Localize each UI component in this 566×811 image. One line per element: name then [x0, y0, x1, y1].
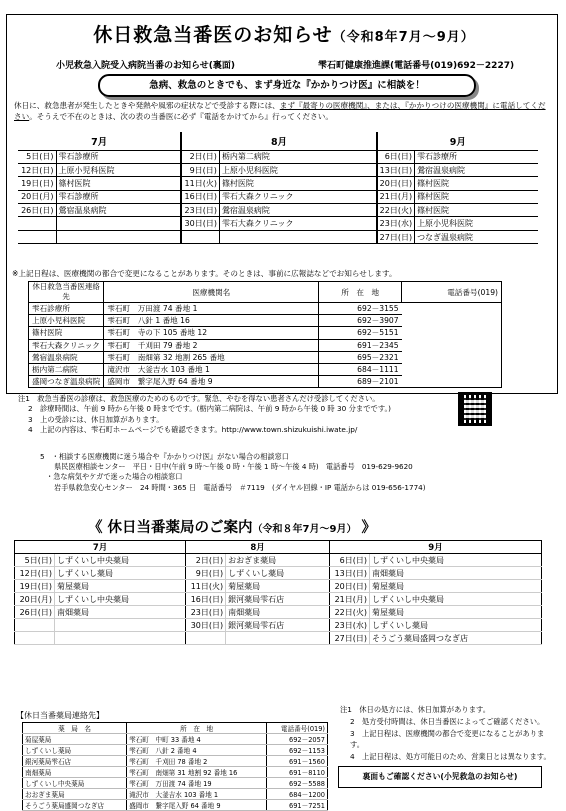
name-cell: そうごう薬局盛岡つなぎ店: [370, 632, 542, 645]
name-cell: しずくいし中央薬局: [55, 593, 186, 606]
name-cell: しずくいし薬局: [55, 567, 186, 580]
month-header: 8月: [186, 541, 330, 554]
pharmacy-schedule-row: [15, 580, 542, 593]
date-cell: [18, 217, 56, 230]
name-cell: 栃内第二病院: [219, 150, 376, 163]
name-cell: しずくいし薬局: [370, 619, 542, 632]
date-cell: [15, 619, 55, 632]
pharmacy-contact-title: 【休日当番薬局連絡先】: [16, 711, 104, 720]
footer-note: 裏面もご確認ください(小児救急のお知らせ): [338, 766, 542, 788]
name-cell: 雫石診療所: [56, 190, 181, 203]
contact-row: [29, 351, 502, 363]
date-cell: 12日(日): [18, 163, 56, 176]
date-cell: [15, 632, 55, 645]
address: 盛岡市 繋字尾入野 64 番地 9: [127, 800, 267, 811]
pharmacy-contact-table: [22, 722, 328, 811]
phone-number: 692－3907: [319, 315, 402, 327]
facility-name: しずくいし中央薬局: [23, 778, 127, 789]
name-cell: 上原小児科医院: [415, 217, 538, 230]
pharmacy-contact-row: [23, 767, 328, 778]
schedule-row: [18, 150, 538, 163]
name-cell: しずくいし中央薬局: [370, 593, 542, 606]
phone-number: 684－1200: [267, 789, 328, 800]
page-title: 休日救急当番医のお知らせ（令和8年7月～9月）: [93, 24, 475, 46]
phone-number: 691－7251: [267, 800, 328, 811]
month-header: 9月: [377, 132, 538, 150]
name-cell: 篠村医院: [415, 190, 538, 203]
phone-number: 689－2101: [319, 376, 402, 388]
pharmacy-contact-row: [23, 789, 328, 800]
date-cell: 16日(日): [186, 593, 226, 606]
callout-box: 急病、救急のときでも、まず身近な『かかりつけ医』に相談を！: [98, 74, 476, 97]
facility-name: 盛岡つなぎ温泉病院: [29, 376, 104, 388]
date-cell: 20日(月): [18, 190, 56, 203]
date-cell: [186, 632, 226, 645]
column-header: 薬 局 名: [23, 723, 127, 734]
date-cell: 20日(日): [330, 580, 370, 593]
date-cell: 26日(日): [15, 606, 55, 619]
pharmacy-schedule-table: [14, 540, 542, 645]
name-cell: つなぎ温泉病院: [415, 230, 538, 243]
note-item: 2 診療時間は、午前 9 時から午後 0 時までです。(栃内第二病院は、午前 9 時から午後 0 時 30 分までです。): [28, 404, 392, 414]
phone-number: 691－1560: [267, 756, 328, 767]
address: 雫石町 八針 1 番地 16: [104, 315, 319, 327]
facility-name: 南畑薬局: [23, 767, 127, 778]
name-cell: 南畑薬局: [226, 606, 330, 619]
note-item: 注1 救急当番医の診療は、救急医療のためのものです。緊急、やむを得ない患者さんだけ受診してください。: [18, 394, 380, 403]
department-contact: 雫石町健康推進課(電話番号(019)692－2227): [318, 61, 515, 71]
note-item: 2 処方受付時間は、休日当番医によってご確認ください。: [350, 717, 545, 726]
consult-line: 5 ・相談する医療機関に迷う場合や『かかりつけ医』がない場合の相談窓口: [40, 452, 289, 461]
date-cell: 9日(日): [186, 567, 226, 580]
month-header: 9月: [330, 541, 542, 554]
name-cell: 雫石大森クリニック: [219, 190, 376, 203]
date-cell: 23日(水): [377, 217, 415, 230]
name-cell: しずくいし中央薬局: [370, 554, 542, 567]
month-header: 8月: [181, 132, 376, 150]
consultation-info: [40, 452, 550, 493]
name-cell: 上原小児科医院: [56, 163, 181, 176]
pharmacy-contact-row: [23, 778, 328, 789]
date-cell: 19日(日): [15, 580, 55, 593]
facility-name: 雫石大森クリニック: [29, 339, 104, 351]
schedule-row: [18, 204, 538, 217]
name-cell: [56, 217, 181, 230]
column-header: 所 在 地: [319, 282, 402, 303]
column-header: 電話番号(019): [267, 723, 328, 734]
contact-side-label: 休日救急当番医連絡先: [29, 282, 104, 303]
subtitle: 小児救急入院受入病院当番のお知らせ(裏面): [56, 61, 235, 71]
name-cell: 鶯宿温泉病院: [415, 163, 538, 176]
pharmacy-contact-row: [23, 756, 328, 767]
contact-row: [29, 327, 502, 339]
address: 滝沢市 大釜吉水 103 番地 1: [127, 789, 267, 800]
clinic-contact-table: [28, 281, 502, 388]
schedule-row: [18, 177, 538, 190]
date-cell: 21日(月): [330, 593, 370, 606]
date-cell: 13日(日): [330, 567, 370, 580]
schedule-row: [18, 217, 538, 230]
contact-row: [29, 339, 502, 351]
date-cell: 13日(日): [377, 163, 415, 176]
name-cell: しずくいし薬局: [226, 567, 330, 580]
pharmacy-contact-row: [23, 734, 328, 745]
address: 雫石町 千刈田 79 番地 2: [104, 339, 319, 351]
date-cell: 26日(日): [18, 204, 56, 217]
pharmacy-contact-row: [23, 745, 328, 756]
date-cell: 9日(日): [181, 163, 219, 176]
date-cell: 12日(日): [15, 567, 55, 580]
facility-name: 銀河薬局雫石店: [23, 756, 127, 767]
name-cell: 菊屋薬局: [55, 580, 186, 593]
schedule-change-note: ※上記日程は、医療機関の都合で変更になることがあります。そのときは、事前に広報誌などでお知らせします。: [12, 269, 397, 278]
month-header: 7月: [15, 541, 186, 554]
facility-name: しずくいし薬局: [23, 745, 127, 756]
address: 雫石町 中町 33 番地 4: [127, 734, 267, 745]
pharmacy-schedule-row: [15, 567, 542, 580]
date-cell: 2日(日): [186, 554, 226, 567]
column-header: 所 在 地: [127, 723, 267, 734]
address: 雫石町 寺の下 105 番地 12: [104, 327, 319, 339]
date-cell: [181, 230, 219, 243]
pharmacy-schedule-row: [15, 593, 542, 606]
address: 滝沢市 大釜吉水 103 番地 1: [104, 363, 319, 375]
pharmacy-schedule-row: [15, 632, 542, 645]
doctor-schedule-table: [18, 132, 538, 244]
date-cell: 23日(日): [181, 204, 219, 217]
name-cell: 篠村医院: [56, 177, 181, 190]
name-cell: 篠村医院: [415, 177, 538, 190]
date-cell: 6日(日): [330, 554, 370, 567]
name-cell: [219, 230, 376, 243]
contact-row: [29, 376, 502, 388]
facility-name: 雫石診療所: [29, 303, 104, 315]
name-cell: 南畑薬局: [55, 606, 186, 619]
address: 雫石町 千刈田 78 番地 2: [127, 756, 267, 767]
name-cell: 雫石診療所: [415, 150, 538, 163]
note-item[interactable]: 4 上記の内容は、雫石町ホームページでも確認できます。http://www.town.shizukuishi.iwate.jp/: [28, 424, 358, 434]
date-cell: 23日(水): [330, 619, 370, 632]
pharmacy-schedule-row: [15, 619, 542, 632]
pharmacy-schedule-row: [15, 554, 542, 567]
facility-name: 菊屋薬局: [23, 734, 127, 745]
name-cell: 菊屋薬局: [370, 580, 542, 593]
name-cell: [55, 619, 186, 632]
address: 雫石町 万田渡 74 番地 19: [127, 778, 267, 789]
facility-name: そうごう薬局盛岡つなぎ店: [23, 800, 127, 811]
date-cell: 22日(火): [377, 204, 415, 217]
pharmacy-title: 《 休日当番薬局のご案内（令和８年7月～9月） 》: [88, 520, 377, 536]
schedule-row: [18, 190, 538, 203]
date-cell: 19日(日): [18, 177, 56, 190]
contact-row: [29, 303, 502, 315]
address: 雫石町 八針 2 番地 4: [127, 745, 267, 756]
column-header: 電話番号(019): [402, 282, 502, 303]
facility-name: 上原小児科医院: [29, 315, 104, 327]
intro-text: 休日に、救急患者が発生したときや発熱や風邪の症状などで受診する際には、まず『最寄りの医療機関』、または、『かかりつけの医療機関』に電話してください。そうえで不在のときは、次の表の当番医に必ず『電話をかけてから』行ってください。: [14, 101, 546, 121]
date-cell: 5日(日): [18, 150, 56, 163]
qr-code-pattern: [464, 398, 486, 420]
facility-name: 鶯宿温泉病院: [29, 351, 104, 363]
name-cell: 銀河薬局雫石店: [226, 593, 330, 606]
consult-line: 県民医療相談センター 平日・日中(午前 9 時～午後 0 時・午後 1 時～午後 4 時) 電話番号 019-629-9620: [54, 462, 413, 472]
date-cell: 20日(日): [377, 177, 415, 190]
name-cell: 篠村医院: [415, 204, 538, 217]
note-item: 注1 休日の処方には、休日加算があります。: [340, 705, 490, 714]
date-cell: 30日(日): [181, 217, 219, 230]
notes-list: [18, 394, 448, 435]
name-cell: しずくいし中央薬局: [55, 554, 186, 567]
phone-number: 691－8110: [267, 767, 328, 778]
date-cell: 21日(月): [377, 190, 415, 203]
date-cell: 11日(火): [186, 580, 226, 593]
phone-number: 692－5588: [267, 778, 328, 789]
date-cell: 6日(日): [377, 150, 415, 163]
phone-number: 691－2345: [319, 339, 402, 351]
date-cell: 27日(日): [330, 632, 370, 645]
pharmacy-notes: [340, 704, 554, 763]
phone-number: 692－1153: [267, 745, 328, 756]
date-cell: 16日(日): [181, 190, 219, 203]
name-cell: 鶯宿温泉病院: [219, 204, 376, 217]
facility-name: おおぎま薬局: [23, 789, 127, 800]
pharmacy-contact-row: [23, 800, 328, 811]
phone-number: 692－2057: [267, 734, 328, 745]
date-cell: [18, 230, 56, 243]
phone-number: 684－1111: [319, 363, 402, 375]
note-item: 3 上記日程は、医療機関の都合で変更になることがあります。: [350, 729, 545, 749]
column-header: 医療機関名: [104, 282, 319, 303]
date-cell: 30日(日): [186, 619, 226, 632]
facility-name: 篠村医院: [29, 327, 104, 339]
name-cell: 雫石診療所: [56, 150, 181, 163]
facility-name: 栃内第二病院: [29, 363, 104, 375]
name-cell: [55, 632, 186, 645]
name-cell: 鶯宿温泉病院: [56, 204, 181, 217]
address: 盛岡市 繋字尾入野 64 番地 9: [104, 376, 319, 388]
schedule-row: [18, 230, 538, 243]
schedule-row: [18, 163, 538, 176]
phone-number: 695－2321: [319, 351, 402, 363]
date-cell: 20日(月): [15, 593, 55, 606]
date-cell: 22日(火): [330, 606, 370, 619]
note-item: 3 上の受診には、休日加算があります。: [28, 414, 164, 424]
note-item: 4 上記日程は、処方可能日のため、営業日とは異なります。: [350, 752, 551, 761]
name-cell: 篠村医院: [219, 177, 376, 190]
contact-row: [29, 363, 502, 375]
name-cell: 銀河薬局雫石店: [226, 619, 330, 632]
name-cell: 南畑薬局: [370, 567, 542, 580]
date-cell: 23日(日): [186, 606, 226, 619]
contact-row: [29, 315, 502, 327]
pharmacy-schedule-row: [15, 606, 542, 619]
consult-line: ・急な病気やケガで迷った場合の相談窓口: [46, 472, 183, 482]
name-cell: [226, 632, 330, 645]
address: 雫石町 万田渡 74 番地 1: [104, 303, 319, 315]
name-cell: 菊屋薬局: [226, 580, 330, 593]
name-cell: [56, 230, 181, 243]
consult-line: 岩手県救急安心センター 24 時間・365 日 電話番号 ＃7119 (ダイヤル回線・IP 電話からは 019-656-1774): [54, 482, 426, 492]
date-cell: 5日(日): [15, 554, 55, 567]
date-cell: 11日(火): [181, 177, 219, 190]
date-cell: 2日(日): [181, 150, 219, 163]
date-cell: 27日(日): [377, 230, 415, 243]
name-cell: 菊屋薬局: [370, 606, 542, 619]
address: 雫石町 南畑第 32 地割 265 番地: [104, 351, 319, 363]
name-cell: おおぎま薬局: [226, 554, 330, 567]
name-cell: 上原小児科医院: [219, 163, 376, 176]
month-header: 7月: [18, 132, 181, 150]
address: 雫石町 南畑第 31 地割 92 番地 16: [127, 767, 267, 778]
phone-number: 692－3155: [319, 303, 402, 315]
phone-number: 692－5151: [319, 327, 402, 339]
name-cell: 雫石大森クリニック: [219, 217, 376, 230]
